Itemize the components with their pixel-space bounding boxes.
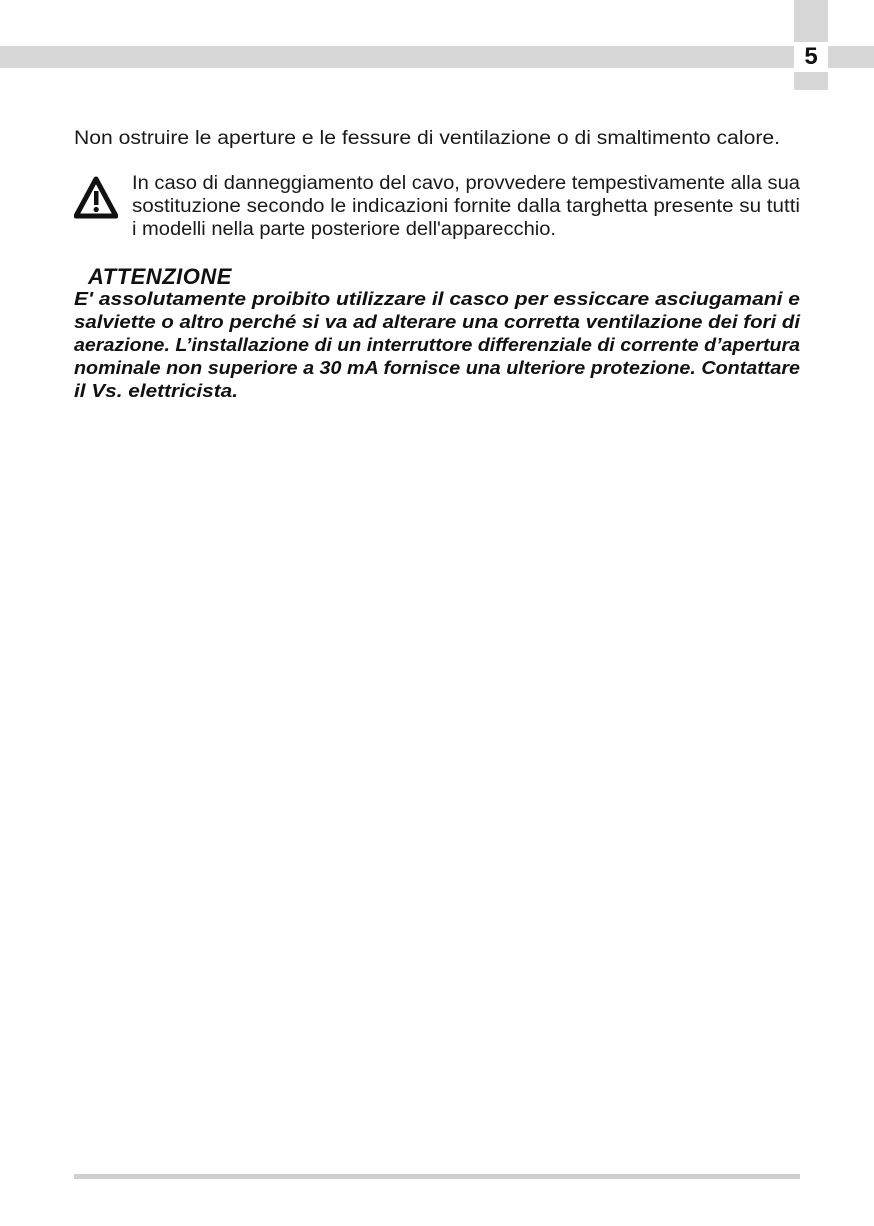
attention-text (74, 288, 800, 403)
header-band (0, 46, 874, 68)
cable-warning-text (132, 172, 800, 241)
attention-line: nominale non superiore a 30 mA fornisce una ulteriore protezione. Contattare (74, 358, 800, 378)
page-content (74, 126, 800, 403)
ventilation-note (74, 126, 800, 152)
attention-line: il Vs. elettricista. (74, 381, 238, 401)
attention-heading: ATTENZIONE (88, 264, 232, 289)
attention-line: salviette o altro perché si va ad alterare una corretta ventilazione dei fori di (74, 312, 800, 332)
attention-line: aerazione. L’installazione di un interruttore differenziale di corrente d’apertura (74, 335, 800, 355)
cable-warning-line: In caso di danneggiamento del cavo, provvedere tempestivamente alla sua (132, 173, 800, 194)
footer-rule (74, 1174, 800, 1179)
cable-warning-line: sostituzione secondo le indicazioni fornite dalla targhetta presente su tutti (132, 196, 800, 217)
page-number: 5 (794, 42, 828, 72)
cable-warning-line: i modelli nella parte posteriore dell'apparecchio. (132, 219, 556, 240)
attention-line: E' assolutamente proibito utilizzare il casco per essiccare asciugamani e (74, 289, 800, 309)
ventilation-note-text: Non ostruire le aperture e le fessure di ventilazione o di smaltimento calore. (74, 128, 781, 149)
cable-warning (74, 172, 800, 241)
warning-triangle-icon (74, 176, 118, 220)
